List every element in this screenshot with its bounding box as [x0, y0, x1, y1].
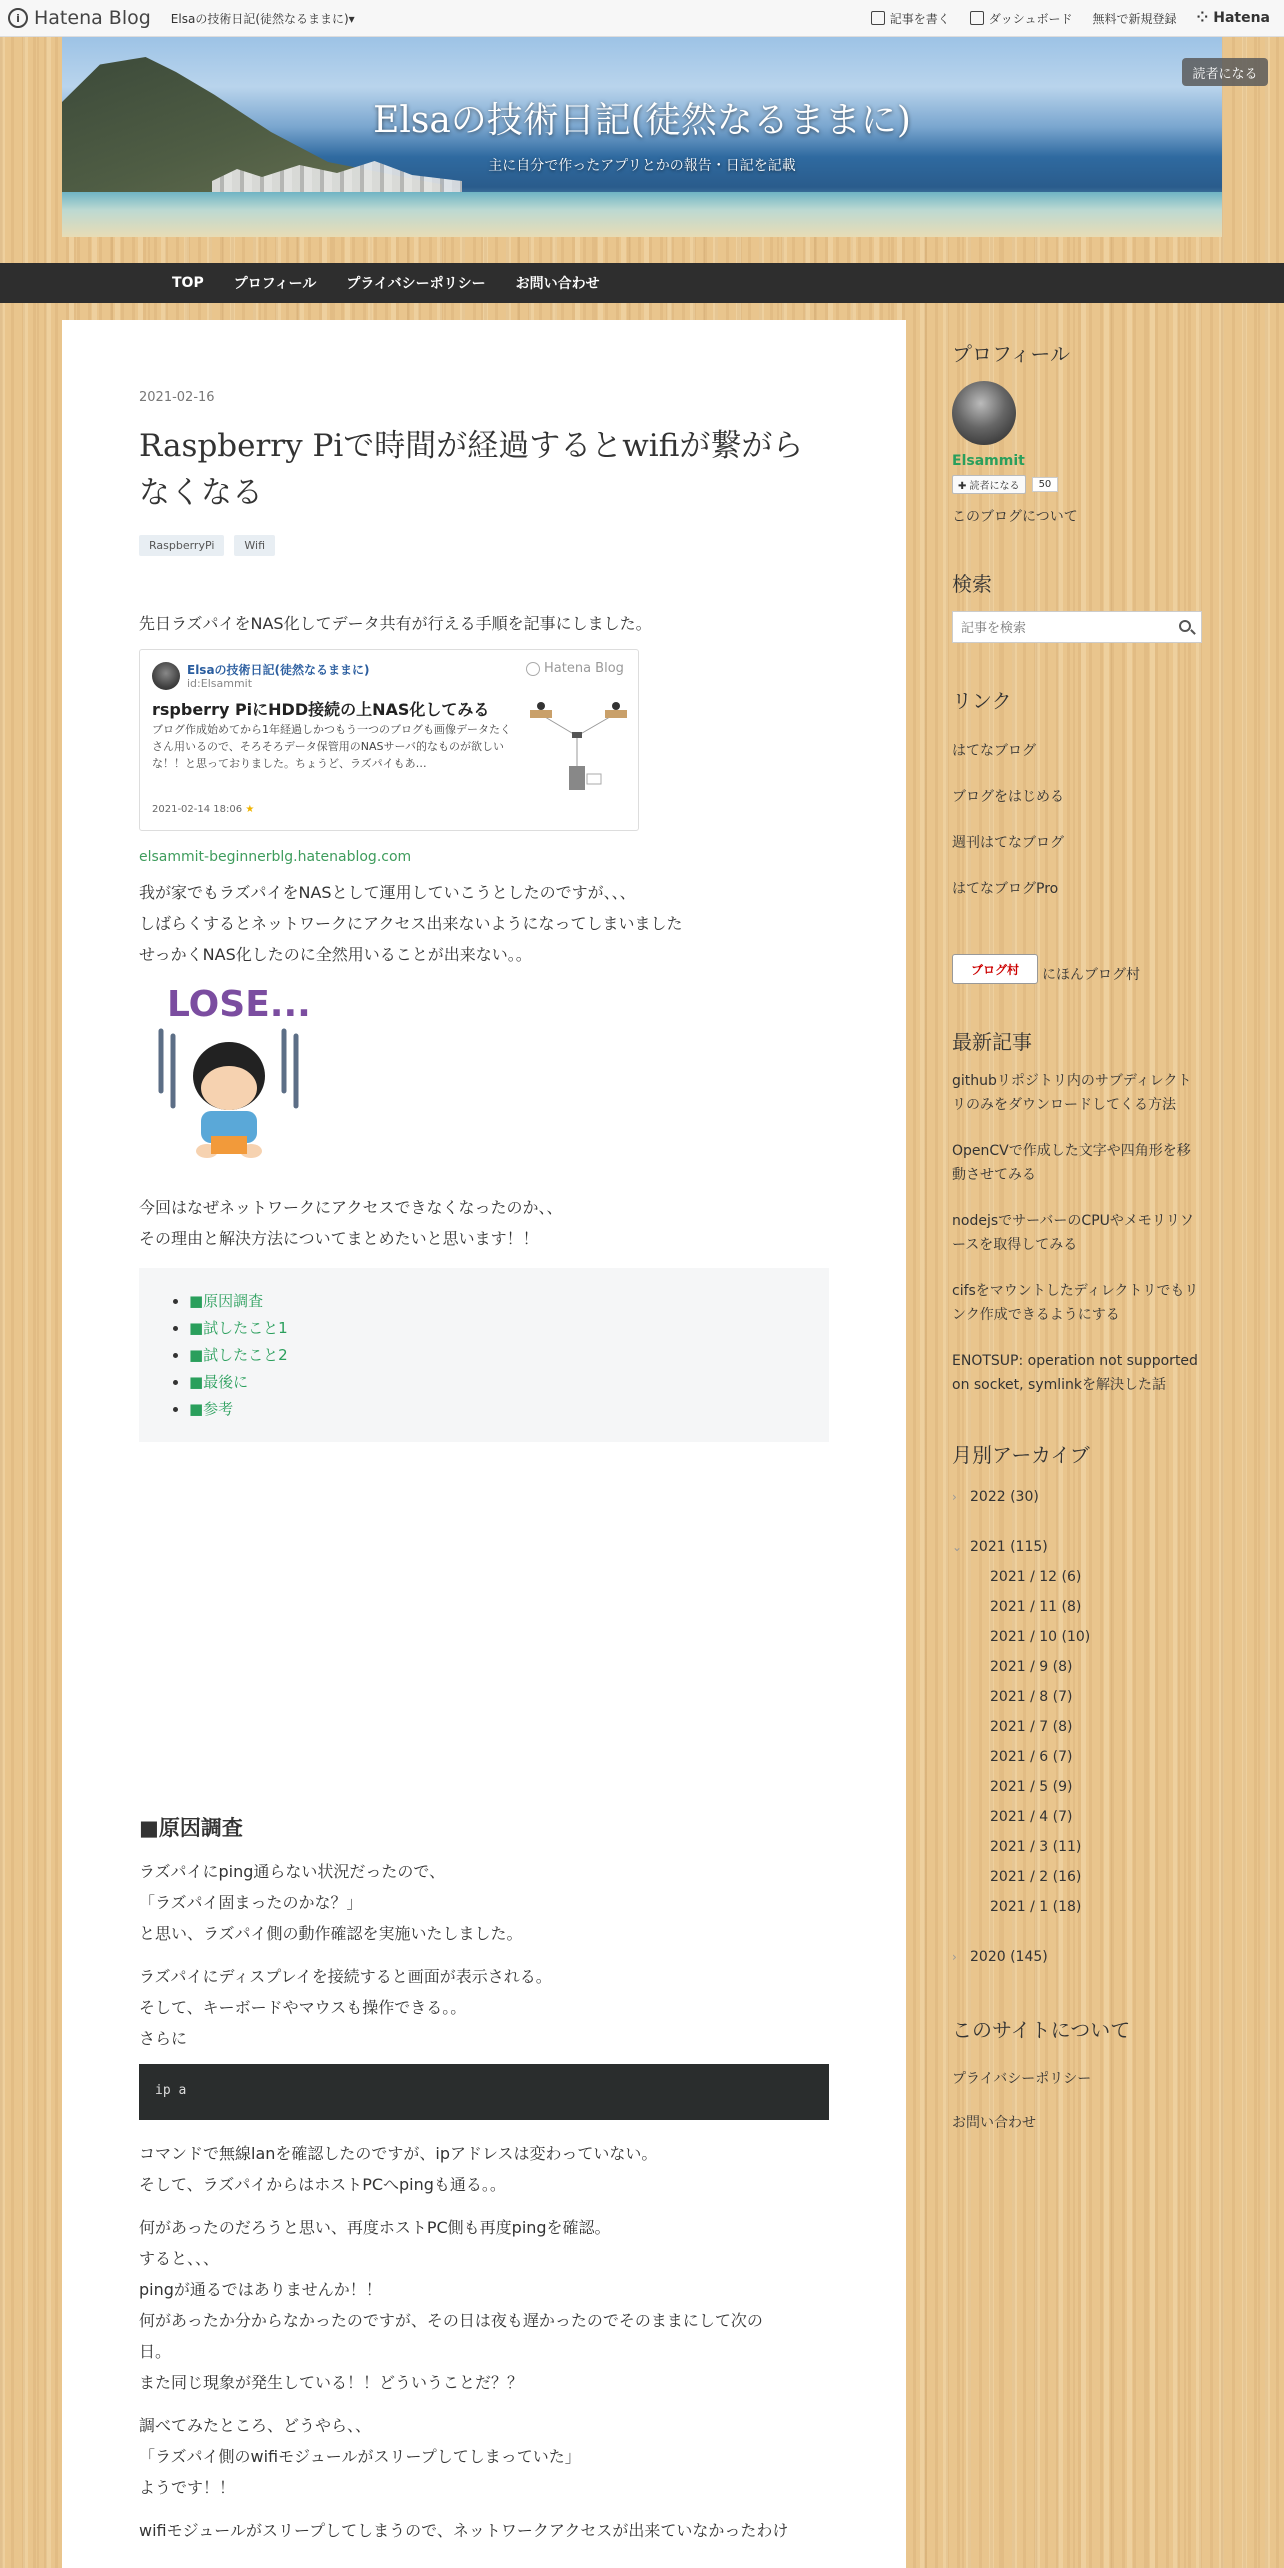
- entry-paragraph: 先日ラズパイをNAS化してデータ共有が行える手順を記事にしました。: [139, 614, 652, 633]
- archive-month[interactable]: 2021 / 5 (9): [990, 1779, 1073, 1795]
- blogmura-badge[interactable]: ブログ村: [952, 954, 1038, 984]
- entry-paragraph: 何があったのだろうと思い、再度ホストPC側も再度pingを確認。 すると、、、 pingが通るではありませんか！！ 何があったか分からなかったのですが、その日は夜も遅かったのでそのままにして次の 日。 また同じ現象が発生している！！どういうことだ？？: [139, 2218, 763, 2392]
- toc-item[interactable]: • ■原因調査: [189, 1288, 829, 1315]
- toc-item[interactable]: • ■試したこと1: [189, 1315, 829, 1342]
- archive-month[interactable]: 2021 / 8 (7): [990, 1689, 1073, 1705]
- archive-month[interactable]: 2021 / 11 (8): [990, 1599, 1082, 1615]
- widget-title: 検索: [952, 572, 992, 596]
- hatena-dots-icon: ⁘: [1196, 10, 1209, 26]
- global-nav: [0, 263, 1284, 303]
- blogmura-widget: [952, 954, 1202, 984]
- entry-paragraph: wifiモジュールがスリープしてしまうので、ネットワークアクセスが出来ていなかったわけ: [139, 2521, 789, 2540]
- blog-card-embed[interactable]: [139, 649, 639, 831]
- archive-month[interactable]: 2021 / 10 (10): [990, 1629, 1091, 1645]
- blog-header: [62, 37, 1222, 237]
- link-item[interactable]: はてなブログ: [952, 743, 1036, 759]
- lose-illustration: [139, 976, 317, 1166]
- signup-link[interactable]: 無料で新規登録: [1092, 11, 1177, 26]
- links-widget: [952, 685, 1202, 912]
- dashboard-icon: [970, 11, 984, 25]
- nas-diagram-thumbnail: [525, 696, 630, 801]
- embed-blog-id: id:Elsammit: [187, 677, 253, 690]
- toc-item[interactable]: • ■参考: [189, 1396, 829, 1423]
- search-widget: [952, 568, 1202, 643]
- entry-categories: [139, 535, 829, 556]
- blog-selector[interactable]: Elsaの技術日記(徒然なるままに)▾: [170, 11, 355, 26]
- avatar[interactable]: [952, 381, 1016, 445]
- about-link[interactable]: お問い合わせ: [952, 2115, 1036, 2131]
- profile-name[interactable]: Elsammit: [952, 453, 1025, 469]
- chevron-right-icon[interactable]: ›: [952, 1950, 957, 1964]
- ad-space: [139, 1442, 829, 1812]
- embed-hatena-logo: Hatena Blog: [526, 661, 624, 676]
- recent-entry-link[interactable]: cifsをマウントしたディレクトリでもリンク作成できるようにする: [952, 1283, 1199, 1323]
- embed-meta: 2021-02-14 18:06 ★: [152, 804, 255, 815]
- link-item[interactable]: 週刊はてなブログ: [952, 835, 1064, 851]
- section-heading: ■原因調査: [139, 1816, 243, 1840]
- about-site-widget: [952, 2014, 1202, 2145]
- recent-entry-link[interactable]: githubリポジトリ内のサブディレクトリのみをダウンロードしてくる方法: [952, 1073, 1192, 1113]
- entry-paragraph: ラズパイにping通らない状況だったので、 「ラズパイ固まったのかな？」 と思い、ラズパイ側の動作確認を実施いたしました。: [139, 1862, 523, 1943]
- about-link[interactable]: プライバシーポリシー: [952, 2071, 1092, 2087]
- chevron-right-icon[interactable]: ›: [952, 1490, 957, 1504]
- pencil-icon: [871, 11, 885, 25]
- archive-month[interactable]: 2021 / 12 (6): [990, 1569, 1082, 1585]
- about-blog-link[interactable]: このブログについて: [952, 509, 1078, 525]
- embed-blog-name[interactable]: Elsaの技術日記(徒然なるままに): [187, 663, 370, 677]
- search-box: [952, 611, 1202, 643]
- table-of-contents: [139, 1268, 829, 1442]
- nav-top[interactable]: TOP: [172, 275, 204, 291]
- hatena-blog-logo[interactable]: i Hatena Blog: [8, 7, 151, 29]
- profile-widget: [952, 338, 1202, 526]
- archive-month[interactable]: 2021 / 7 (8): [990, 1719, 1073, 1735]
- nav-privacy-policy[interactable]: プライバシーポリシー: [346, 276, 486, 292]
- archive-month[interactable]: 2021 / 3 (11): [990, 1839, 1082, 1855]
- hatena-logo-icon: [526, 662, 540, 676]
- blogmura-link[interactable]: にほんブログ村: [1042, 967, 1140, 983]
- toc-item[interactable]: • ■試したこと2: [189, 1342, 829, 1369]
- recent-entry-link[interactable]: nodejsでサーバーのCPUやメモリリソースを取得してみる: [952, 1213, 1194, 1253]
- blog-description: 主に自分で作ったアプリとかの報告・日記を記載: [488, 158, 796, 174]
- archive-month[interactable]: 2021 / 2 (16): [990, 1869, 1082, 1885]
- follow-button[interactable]: ✚ 読者になる: [952, 475, 1026, 494]
- global-bar: [0, 0, 1284, 37]
- entry-date[interactable]: 2021-02-16: [139, 390, 215, 405]
- archive-year-2021[interactable]: ⌄ 2021 (115): [952, 1532, 1202, 1562]
- archive-year-2020[interactable]: › 2020 (145): [952, 1942, 1202, 1972]
- recent-entry-link[interactable]: OpenCVで作成した文字や四角形を移動させてみる: [952, 1143, 1191, 1183]
- category-tag[interactable]: RaspberryPi: [139, 535, 224, 556]
- entry-paragraph: ラズパイにディスプレイを接続すると画面が表示される。 そして、キーボードやマウスも操作できる。。 さらに: [139, 1967, 552, 2048]
- category-tag[interactable]: Wifi: [234, 535, 275, 556]
- entry-paragraph: 調べてみたところ、どうやら、、 「ラズパイ側のwifiモジュールがスリープしてしまっていた」 ようです！！: [139, 2416, 581, 2497]
- reader-count: 50: [1032, 477, 1059, 492]
- widget-title: このサイトについて: [952, 2018, 1131, 2042]
- entry-paragraph: 我が家でもラズパイをNASとして運用していこうとしたのですが、、、 しばらくするとネットワークにアクセス出来ないようになってしまいました せっかくNAS化したのに全然用いることが出来ない。。: [139, 883, 683, 964]
- main-content: [62, 320, 906, 2568]
- blog-title[interactable]: Elsaの技術日記(徒然なるままに): [373, 100, 911, 141]
- link-item[interactable]: はてなブログPro: [952, 881, 1059, 897]
- archive-month[interactable]: 2021 / 6 (7): [990, 1749, 1073, 1765]
- write-entry-link[interactable]: 記事を書く: [871, 10, 950, 27]
- entry-title[interactable]: Raspberry Piで時間が経過するとwifiが繋がらなくなる: [139, 428, 804, 511]
- recent-entry-link[interactable]: ENOTSUP: operation not supported on socket, symlinkを解決した話: [952, 1353, 1198, 1393]
- archive-widget: [952, 1439, 1202, 1972]
- header-image-beach: [62, 192, 1222, 237]
- entry-paragraph: コマンドで無線lanを確認したのですが、ipアドレスは変わっていない。 そして、ラズパイからはホストPCへpingも通る。。: [139, 2144, 658, 2194]
- code-block: ip a: [139, 2064, 829, 2120]
- widget-title: 最新記事: [952, 1030, 1032, 1054]
- archive-month[interactable]: 2021 / 1 (18): [990, 1899, 1082, 1915]
- widget-title: 月別アーカイブ: [952, 1443, 1090, 1467]
- archive-year-2022[interactable]: › 2022 (30): [952, 1482, 1202, 1512]
- search-icon[interactable]: [1179, 620, 1191, 632]
- search-input[interactable]: [961, 620, 1161, 635]
- hatena-logo-icon: i: [8, 8, 28, 28]
- author-avatar: [152, 662, 180, 690]
- widget-title: リンク: [952, 689, 1012, 713]
- entry-paragraph: 今回はなぜネットワークにアクセスできなくなったのか、、 その理由と解決方法についてまとめたいと思います！！: [139, 1198, 563, 1248]
- archive-month[interactable]: 2021 / 4 (7): [990, 1809, 1073, 1825]
- chevron-down-icon[interactable]: ⌄: [952, 1540, 963, 1554]
- toc-item[interactable]: • ■最後に: [189, 1369, 829, 1396]
- dashboard-link[interactable]: ダッシュボード: [970, 10, 1073, 27]
- embed-title[interactable]: rspberry PiにHDD接続の上NAS化してみる: [152, 700, 490, 719]
- embed-excerpt: ブログ作成始めてから1年経過しかつもう一つのブログも画像データたくさん用いるので、そろそろデータ保管用のNASサーバ的なものが欲しいな！！と思っておりました。ちょうど、ラズパイもあ…: [152, 723, 511, 770]
- widget-title: プロフィール: [952, 342, 1070, 366]
- svg-text:LOSE...: LOSE...: [167, 984, 311, 1025]
- embed-source-link[interactable]: elsammit-beginnerblg.hatenablog.com: [139, 849, 412, 865]
- subscribe-button[interactable]: 読者になる: [1182, 58, 1268, 86]
- hatena-account-link[interactable]: ⁘ Hatena: [1196, 10, 1270, 26]
- link-item[interactable]: ブログをはじめる: [952, 789, 1064, 805]
- archive-month[interactable]: 2021 / 9 (8): [990, 1659, 1073, 1675]
- recent-entries-widget: [952, 1026, 1202, 1397]
- nav-contact[interactable]: お問い合わせ: [515, 276, 600, 292]
- star-icon[interactable]: ★: [245, 804, 255, 815]
- sidebar: [952, 320, 1202, 2187]
- nav-profile[interactable]: プロフィール: [233, 276, 317, 292]
